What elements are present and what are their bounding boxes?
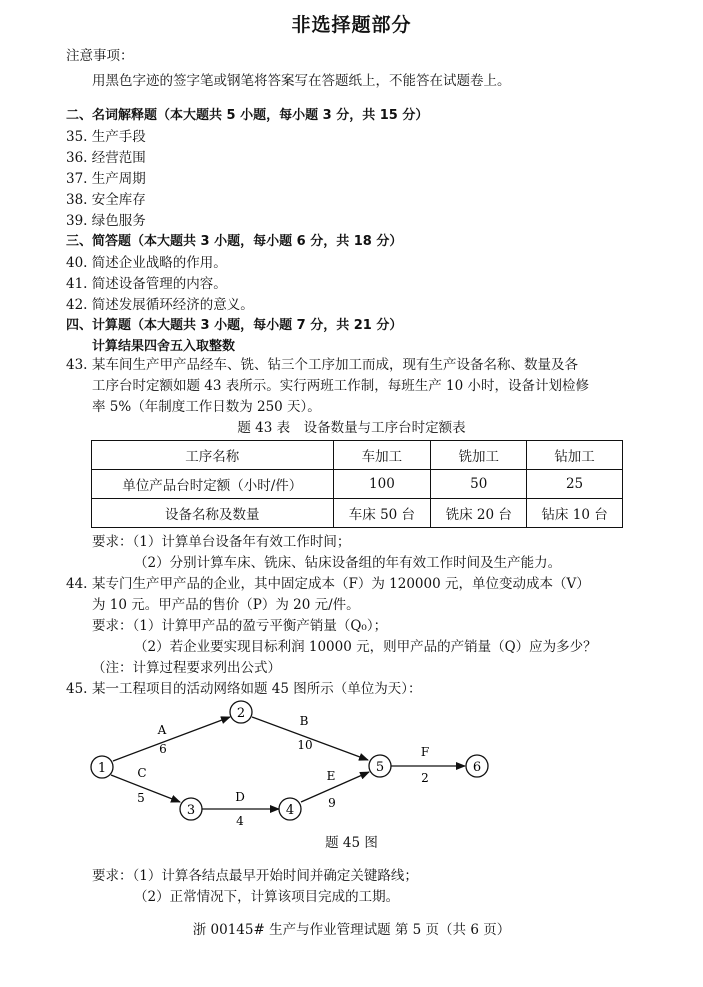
- question-text: 绿色服务: [91, 213, 146, 229]
- activity-name-label: F: [420, 745, 430, 759]
- question-text: 安全库存: [91, 192, 146, 208]
- table-cell: 车加工: [333, 441, 431, 470]
- activity-name-label: A: [157, 723, 167, 737]
- question-text: 生产周期: [91, 171, 146, 187]
- table-cell: 50: [431, 470, 527, 499]
- activity-duration-label: 10: [297, 738, 313, 752]
- network-node-label: 1: [97, 761, 107, 776]
- question-43-line2: 工序台时定额如题 43 表所示。实行两班工作制，每班生产 10 小时，设备计划检修: [92, 378, 590, 394]
- question-number: 39.: [66, 213, 88, 229]
- table-cell: 车床 50 台: [333, 499, 431, 528]
- activity-duration-label: 2: [421, 771, 429, 785]
- question-45-requirement-1: 要求：（1）计算各结点最早开始时间并确定关键路线；: [92, 868, 418, 884]
- notice-heading: 注意事项：: [66, 48, 134, 64]
- section4-heading: 四、计算题（本大题共 3 小题，每小题 7 分，共 21 分）: [66, 318, 403, 333]
- table-cell: 钻加工: [527, 441, 623, 470]
- question-text: 经营范围: [91, 150, 146, 166]
- table-cell: 铣加工: [431, 441, 527, 470]
- activity-name-label: E: [326, 769, 336, 783]
- question-44-line2: 为 10 元。甲产品的售价（P）为 20 元/件。: [92, 597, 360, 613]
- network-node-label: 4: [285, 803, 295, 818]
- activity-duration-label: 9: [328, 796, 336, 810]
- table-cell: 单位产品台时定额（小时/件）: [92, 470, 334, 499]
- question-number: 35.: [66, 129, 88, 145]
- question-43-requirement-1: 要求：（1）计算单台设备年有效工作时间；: [92, 534, 351, 550]
- page-title: 非选择题部分: [291, 14, 412, 36]
- figure-45-caption: 题 45 图: [325, 835, 378, 851]
- question-number: 36.: [66, 150, 88, 166]
- activity-duration-label: 6: [159, 742, 167, 756]
- table-cell: 工序名称: [92, 441, 334, 470]
- network-node-label: 3: [186, 803, 196, 818]
- question-44-note: （注：计算过程要求列出公式）: [92, 660, 281, 676]
- section4-subheading: 计算结果四舍五入取整数: [92, 339, 236, 354]
- table-cell: 钻床 10 台: [527, 499, 623, 528]
- question-45-line1: 某一工程项目的活动网络如题 45 图所示（单位为天）：: [92, 681, 422, 697]
- activity-name-label: B: [299, 714, 309, 728]
- table-cell: 设备名称及数量: [92, 499, 334, 528]
- question-43-requirement-2: （2）分别计算车床、铣床、钻床设备组的年有效工作时间及生产能力。: [134, 555, 562, 571]
- table-43-caption: 题 43 表 设备数量与工序台时定额表: [237, 420, 466, 436]
- network-node-label: 5: [375, 760, 385, 775]
- question-number: 38.: [66, 192, 88, 208]
- question-text: 简述设备管理的内容。: [91, 276, 227, 292]
- question-number: 41.: [66, 276, 88, 292]
- section2-heading: 二、名词解释题（本大题共 5 小题，每小题 3 分，共 15 分）: [66, 108, 429, 123]
- question-text: 简述发展循环经济的意义。: [91, 297, 254, 313]
- question-44-requirement-1: 要求：（1）计算甲产品的盈亏平衡产销量（Q₀）；: [92, 618, 388, 634]
- question-text: 简述企业战略的作用。: [91, 255, 227, 271]
- activity-a-arrow: [113, 717, 230, 761]
- table-cell: 铣床 20 台: [431, 499, 527, 528]
- page-footer: 浙 00145# 生产与作业管理试题 第 5 页（共 6 页）: [192, 922, 511, 938]
- table-cell: 100: [333, 470, 431, 499]
- activity-duration-label: 5: [137, 791, 145, 805]
- question-43-line1: 某车间生产甲产品经车、铣、钻三个工序加工而成，现有生产设备名称、数量及各: [92, 357, 578, 373]
- table-cell: 25: [527, 470, 623, 499]
- question-44-line1: 某专门生产甲产品的企业，其中固定成本（F）为 120000 元，单位变动成本（V）: [92, 576, 590, 592]
- question-43-number: 43.: [66, 357, 88, 373]
- question-text: 生产手段: [91, 129, 146, 145]
- activity-name-label: C: [137, 766, 147, 780]
- question-44-requirement-2: （2）若企业要实现目标利润 10000 元，则甲产品的产销量（Q）应为多少？: [134, 639, 597, 655]
- activity-name-label: D: [235, 790, 245, 804]
- question-44-number: 44.: [66, 576, 88, 592]
- question-number: 37.: [66, 171, 88, 187]
- question-45-number: 45.: [66, 681, 88, 697]
- question-number: 40.: [66, 255, 88, 271]
- section3-heading: 三、简答题（本大题共 3 小题，每小题 6 分，共 18 分）: [66, 234, 403, 249]
- network-node-label: 2: [236, 706, 246, 721]
- network-node-label: 6: [472, 760, 482, 775]
- question-43-line3: 率 5%（年制度工作日数为 250 天）。: [92, 399, 321, 415]
- question-45-requirement-2: （2）正常情况下，计算该项目完成的工期。: [134, 889, 400, 905]
- activity-duration-label: 4: [236, 814, 244, 828]
- notice-text: 用黑色字迹的签字笔或钢笔将答案写在答题纸上，不能答在试题卷上。: [92, 73, 511, 89]
- question-number: 42.: [66, 297, 88, 313]
